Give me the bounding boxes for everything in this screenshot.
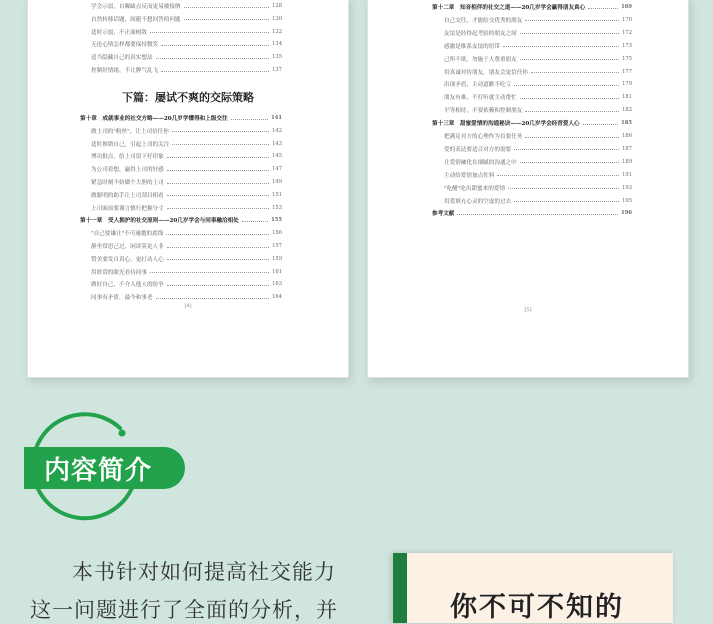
toc-entry — [91, 1, 282, 11]
toc-page-number: 142 — [272, 127, 282, 134]
toc-entry-title: 第十章 成就事业的社交方略——20几岁学懂得和上级交往 — [80, 116, 228, 122]
toc-entry-title: 爱的表达要适合对方的需要 — [444, 146, 512, 153]
toc-entry — [444, 41, 632, 51]
toc-leader-dots — [172, 144, 269, 145]
toc-page-number: 151 — [272, 191, 282, 198]
toc-entry-title: 出现矛盾，主动道歉不吃亏 — [444, 82, 512, 89]
toc-leader-dots — [531, 72, 619, 73]
toc-page-number: 181 — [622, 94, 632, 101]
toc-chapter-11 — [80, 215, 282, 225]
toc-page-number: 130 — [272, 15, 282, 22]
toc-entry — [444, 196, 632, 206]
toc-entry-title: 做聪明的助手让上司刮目相看 — [91, 192, 164, 199]
part-title: 下篇：屡试不爽的交际策略 — [122, 91, 254, 104]
toc-page-number: 170 — [622, 16, 632, 23]
toc-entry-title: 赞美要发自真心，更打动人心 — [91, 256, 164, 263]
page-number-right: [5] — [524, 307, 532, 313]
toc-leader-dots — [167, 285, 269, 286]
toc-page-number: 196 — [621, 210, 632, 217]
toc-entry — [444, 157, 632, 167]
toc-entry — [91, 254, 282, 264]
toc-entry — [91, 27, 282, 37]
toc-leader-dots — [508, 188, 619, 189]
toc-entry — [91, 190, 282, 200]
toc-leader-dots — [520, 59, 619, 60]
toc-leader-dots — [156, 58, 270, 59]
toc-entry — [444, 54, 632, 64]
toc-page-number: 143 — [272, 140, 282, 147]
toc-entry — [444, 105, 632, 115]
book-title: 你不可不知的 — [450, 592, 624, 623]
toc-page-number: 135 — [272, 54, 282, 61]
toc-entry — [444, 144, 632, 154]
toc-chapter-appendix — [432, 208, 632, 218]
toc-leader-dots — [497, 175, 619, 176]
toc-entry — [444, 28, 632, 38]
toc-leader-dots — [167, 259, 269, 260]
toc-entry-title: 做上司的"粉丝"，让上司信任你 — [91, 128, 169, 135]
toc-entry-title: 适时推销自己，引起上司的关注 — [91, 141, 170, 148]
toc-entry-title: 上司面前要谨言慎行把握分寸 — [91, 205, 164, 212]
toc-entry-title: 静坐常思己过，闲谈莫论人非 — [91, 244, 164, 250]
toc-leader-dots — [588, 8, 618, 9]
toc-leader-dots — [167, 183, 269, 184]
toc-page-number: 187 — [622, 145, 632, 152]
toc-entry-title: 为公司着想，赢得上司的好感 — [91, 167, 164, 174]
toc-entry-title: 用爱填充心灵的空虚的过去 — [444, 198, 512, 205]
toc-leader-dots — [514, 149, 619, 150]
toc-page-number: 145 — [272, 153, 282, 160]
toc-entry — [444, 92, 632, 102]
toc-entry-title: 朋友有难，不打听就主动帮忙 — [444, 95, 517, 102]
toc-chapter-12 — [432, 2, 632, 12]
toc-leader-dots — [242, 221, 268, 222]
intro-text-line-1: 本书针对如何提高社交能力 — [72, 560, 336, 584]
toc-entry-title: 做好自己，不介入他人的纷争 — [91, 282, 164, 289]
toc-entry — [444, 170, 632, 180]
toc-entry-title: 自然转移话题，间避不想回答的问题 — [91, 16, 181, 23]
toc-entry-title: 无论心情怎样都要保持微笑 — [91, 42, 159, 49]
toc-leader-dots — [167, 208, 269, 209]
toc-page-number: 161 — [272, 268, 282, 275]
toc-page-number: 186 — [622, 133, 632, 139]
toc-entry-title: "吃醋"吃出甜蜜来的爱情 — [444, 185, 506, 192]
toc-entry-title: 友谊是经得起考验的朋友之间 — [444, 30, 517, 37]
toc-entry — [91, 267, 282, 277]
toc-page-number: 147 — [272, 166, 282, 173]
toc-entry — [91, 139, 282, 149]
intro-section-label: 内容简介 — [24, 447, 185, 489]
toc-entry-title: 适当隐藏自己的真实想法 — [91, 55, 153, 62]
toc-entry-title: 同事有矛盾，最今和事老 — [91, 295, 153, 302]
toc-entry — [91, 203, 282, 213]
toc-page-number: 156 — [272, 230, 282, 237]
toc-page-number: 173 — [622, 42, 632, 49]
toc-entry-title: "自己要谦让"不可逾越的底线 — [91, 231, 164, 238]
toc-leader-dots — [520, 162, 619, 163]
toc-entry — [91, 39, 282, 49]
toc-page-number: 179 — [622, 81, 632, 88]
toc-page-number: 169 — [621, 4, 632, 10]
toc-leader-dots — [161, 45, 269, 46]
toc-page-number: 157 — [272, 243, 282, 249]
toc-entry-title: 自己交往，才能结交优秀的朋友 — [444, 17, 523, 24]
toc-leader-dots — [503, 46, 619, 47]
toc-leader-dots — [583, 124, 619, 125]
toc-page-number: 128 — [272, 3, 282, 9]
toc-page-number: 141 — [271, 115, 282, 121]
toc-leader-dots — [520, 98, 619, 99]
toc-entry-title: 第十一章 受人拥护的社交原则——20几岁学会与同事融洽相处 — [80, 218, 239, 225]
toc-entry-title: 主动给爱情加点佐料 — [444, 172, 495, 179]
toc-chapter-10 — [80, 113, 282, 123]
toc-entry-title: 感激是维系友谊的纽带 — [444, 43, 500, 50]
toc-entry — [444, 15, 632, 25]
toc-page-number: 163 — [272, 281, 282, 288]
toc-page-number: 155 — [271, 217, 282, 224]
toc-entry — [91, 65, 282, 75]
toc-entry — [91, 164, 282, 174]
toc-leader-dots — [150, 272, 269, 273]
toc-entry — [444, 131, 632, 141]
toc-entry-title: 紧急时刻不妨做个大胆的上司 — [91, 180, 164, 186]
toc-page-left — [27, 0, 349, 378]
toc-page-number: 172 — [622, 29, 632, 36]
intro-text-line-2: 这一问题进行了全面的分析，并 — [30, 598, 338, 622]
toc-leader-dots — [514, 85, 619, 86]
toc-leader-dots — [166, 234, 269, 235]
page-number-left: [4] — [184, 303, 192, 309]
toc-entry — [444, 67, 632, 77]
toc-entry-title: 学会示弱，自曝缺点反而更易被接纳 — [91, 4, 181, 10]
toc-leader-dots — [150, 32, 269, 33]
toc-page-number: 164 — [272, 294, 282, 301]
toc-leader-dots — [231, 119, 269, 120]
toc-page-number: 177 — [622, 68, 632, 75]
toc-page-number: 182 — [622, 107, 632, 114]
toc-page-number: 191 — [622, 171, 632, 178]
toc-entry-title: 博功批点，给上司留下好印象 — [91, 154, 164, 161]
toc-entry — [91, 151, 282, 161]
toc-page-number: 137 — [272, 67, 282, 73]
toc-entry — [91, 292, 282, 302]
toc-entry-title: 用真诚对待朋友，朋友会更信任你 — [444, 69, 528, 76]
toc-entry-title: 适时示弱，不正面树敌 — [91, 29, 147, 36]
toc-leader-dots — [457, 214, 618, 215]
toc-page-number: 175 — [622, 55, 632, 62]
toc-leader-dots — [525, 137, 619, 138]
toc-entry — [91, 241, 282, 251]
toc-entry — [91, 279, 282, 289]
toc-entry-title: 用欣赏的眼光看待同事 — [91, 269, 147, 276]
toc-leader-dots — [184, 19, 270, 20]
toc-page-number: 159 — [272, 255, 282, 262]
toc-leader-dots — [167, 170, 269, 171]
toc-entry-title: 第十二章 知音相伴的社交之道——20几岁学会赢得朋友真心 — [432, 5, 586, 11]
toc-page-number: 195 — [622, 197, 632, 204]
toc-leader-dots — [167, 195, 269, 196]
toc-leader-dots — [514, 201, 619, 202]
toc-page-right — [367, 0, 689, 378]
toc-entry — [444, 79, 632, 89]
toc-leader-dots — [525, 111, 619, 112]
toc-leader-dots — [156, 298, 270, 299]
toc-page-number: 153 — [272, 204, 282, 211]
toc-entry — [91, 126, 282, 136]
toc-leader-dots — [184, 7, 270, 8]
toc-entry — [91, 228, 282, 238]
toc-entry-title: 让爱情融化在细腻的沟通之中 — [444, 159, 517, 166]
toc-page-number: 189 — [622, 158, 632, 165]
toc-entry-title: 己所不欲，勿施于人尊重朋友 — [444, 56, 517, 63]
toc-entry-title: 平等相待，不要依赖和控制朋友 — [444, 108, 523, 115]
toc-page-number: 132 — [272, 28, 282, 35]
toc-entry — [91, 14, 282, 24]
toc-entry-title: 控制好情绪，不让脾气乱飞 — [91, 68, 159, 74]
toc-page-number: 149 — [272, 179, 282, 185]
toc-entry — [91, 52, 282, 62]
toc-entry — [91, 177, 282, 187]
toc-entry-title: 第十三章 甜蜜爱情的沟通秘诀——20几岁学会经营爱人心 — [432, 121, 580, 128]
toc-page-number: 193 — [622, 184, 632, 191]
toc-entry — [444, 183, 632, 193]
toc-page-number: 185 — [621, 120, 632, 127]
toc-leader-dots — [167, 157, 269, 158]
toc-leader-dots — [167, 247, 269, 248]
toc-entry-title: 把满足对方的心理作为首要任务 — [444, 134, 523, 140]
toc-leader-dots — [525, 20, 619, 21]
toc-leader-dots — [520, 33, 619, 34]
toc-page-number: 134 — [272, 41, 282, 48]
toc-leader-dots — [172, 131, 269, 132]
toc-chapter-13 — [432, 118, 632, 128]
toc-entry-title: 参考文献 — [432, 211, 455, 218]
toc-leader-dots — [161, 71, 269, 72]
